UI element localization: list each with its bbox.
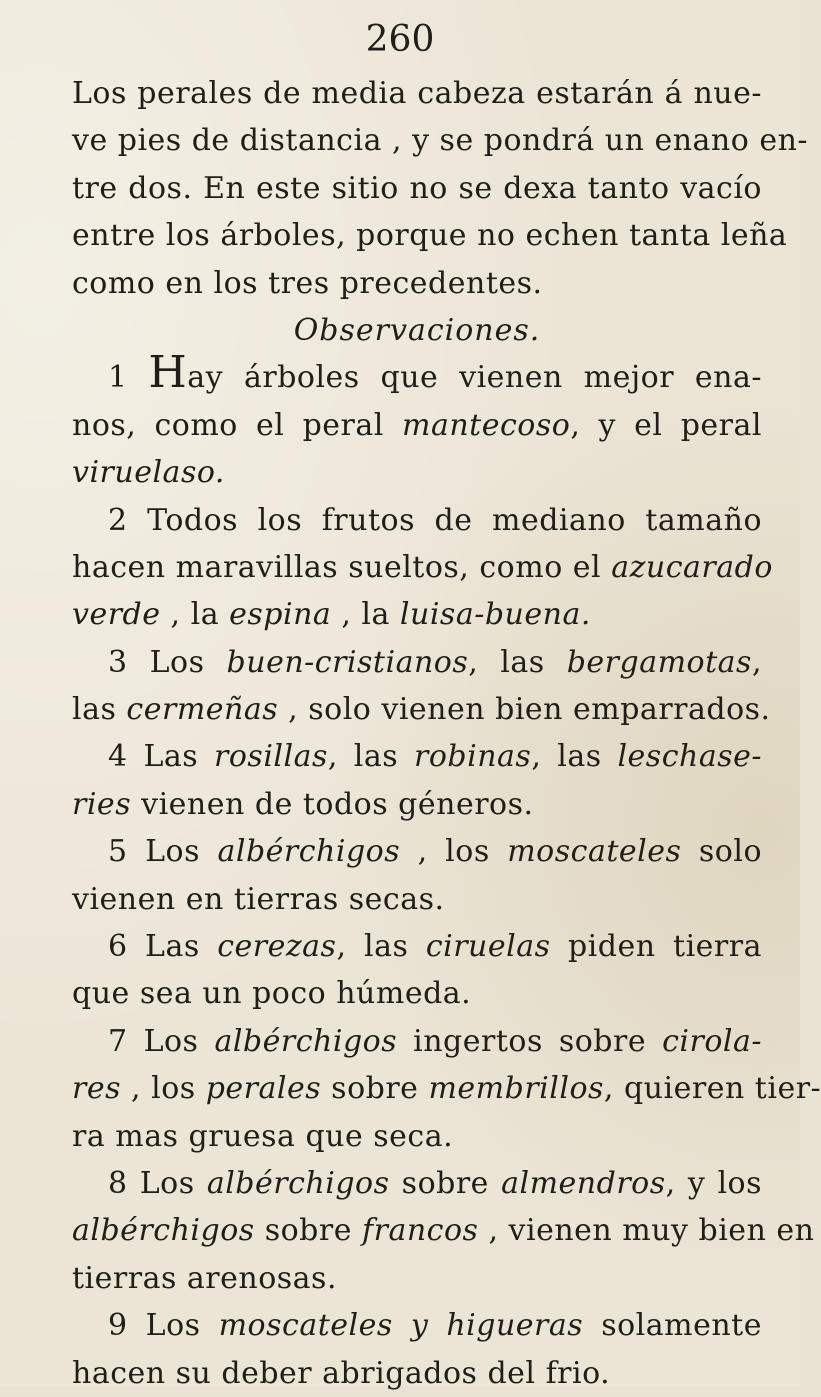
italic-term: cermeñas [126,692,279,728]
text-segment: , [751,644,762,680]
body-text [72,70,821,1397]
italic-term: albérchigos [214,1023,398,1059]
text-line [72,828,762,875]
italic-term: francos [362,1213,479,1249]
text-segment: Los perales de media cabeza estarán á nue- [72,76,762,111]
italic-term: ciruelas [425,929,551,965]
page-number: 260 [365,19,435,60]
text-line [72,1113,762,1160]
italic-term: viruelaso. [72,455,225,491]
italic-term: almendros [501,1165,666,1201]
text-segment: solamente [583,1308,762,1344]
text-segment: solo [681,834,763,870]
text-segment: sobre [321,1071,429,1107]
text-segment: , y los [665,1165,763,1201]
text-segment: ingertos sobre [397,1023,663,1059]
text-line [72,1207,815,1254]
text-segment: , vienen muy bien en [478,1213,815,1249]
text-segment: , quieren tier- [603,1071,821,1107]
text-line [72,212,788,259]
text-segment: , los [121,1071,206,1107]
text-line [72,165,762,212]
text-line [72,591,762,638]
text-segment: , la [160,597,230,633]
text-segment: sobre [389,1165,502,1201]
text-segment: 6 Las [108,929,218,965]
text-segment: 8 Los [108,1165,207,1201]
text-segment: nos, como el peral [72,407,403,443]
text-line [72,347,762,401]
italic-term: albérchigos [206,1165,390,1201]
text-segment: 2 Todos los frutos de mediano tamaño [108,502,762,538]
text-line [72,402,762,449]
text-segment: 9 Los [108,1308,219,1344]
text-segment: , las [327,739,415,775]
text-segment: piden tierra [550,929,762,965]
italic-term: albérchigos [72,1213,255,1249]
text-line [72,260,762,307]
text-segment: , la [331,597,400,633]
italic-term: cerezas [217,929,337,965]
text-line [72,1018,762,1065]
text-segment: hacen su deber abrigados del frio. [72,1355,611,1391]
text-line [72,970,762,1017]
text-segment: entre los árboles, porque no echen tanta leña [72,218,788,254]
italic-term: perales [205,1071,322,1107]
italic-term: moscateles [507,834,682,870]
text-segment: las [72,692,127,728]
text-line [72,876,762,923]
text-segment: hacen maravillas sueltos, como el [72,549,612,585]
text-line [72,639,762,686]
text-line [72,1160,762,1207]
text-segment: , las [468,644,567,680]
text-segment: , las [531,739,618,775]
italic-term: buen-cristianos [226,644,469,680]
text-line [72,497,762,544]
text-segment: tierras arenosas. [72,1260,337,1296]
italic-term: albérchigos [217,834,401,870]
italic-term: mantecoso [402,407,571,443]
italic-term: cirola- [662,1023,762,1059]
italic-term: membrillos [428,1071,604,1107]
text-segment: 3 Los [108,644,227,680]
text-segment: , los [400,834,508,870]
text-line [72,1255,762,1302]
text-segment: vienen de todos géneros. [131,786,534,822]
text-line [72,449,762,496]
text-segment: 5 Los [108,834,218,870]
text-segment: ve pies de distancia , y se pondrá un enano en- [72,123,809,159]
italic-term: Observaciones. [293,312,541,348]
text-segment: vienen en tierras secas. [72,881,445,917]
italic-term: leschase- [617,739,762,775]
text-line [72,70,762,117]
text-segment: 7 Los [108,1023,215,1059]
text-segment: tre dos. En este sitio no se dexa tanto vacío [72,170,762,206]
italic-term: bergamotas [566,644,752,680]
italic-term: res [72,1071,121,1107]
text-segment: ay árboles que vienen mejor ena- [187,360,762,396]
italic-term: ries [72,786,132,822]
italic-term: rosillas [214,739,328,775]
text-segment: , las [336,929,426,965]
italic-term: luisa-buena. [399,597,591,633]
italic-term: verde [72,597,161,633]
italic-term: espina [229,597,332,633]
text-segment: 4 Las [108,739,215,775]
text-line [72,117,809,164]
text-line [72,923,762,970]
text-line [72,544,773,591]
text-segment: que sea un poco húmeda. [72,976,472,1012]
text-segment: ra mas gruesa que seca. [72,1118,454,1154]
text-line [72,1350,762,1397]
text-line [72,686,771,733]
text-line [72,733,762,780]
text-segment: como en los tres precedentes. [72,265,543,301]
text-line [72,1302,762,1349]
italic-term: azucarado [611,549,773,585]
text-segment: 1 [108,360,149,396]
initial-letter: H [148,347,188,399]
text-line [72,1065,821,1112]
italic-term: moscateles y higueras [218,1308,584,1344]
text-segment: , solo vienen bien emparrados. [278,692,771,728]
text-line [72,781,762,828]
text-segment: , y el peral [570,407,762,443]
italic-term: robinas [414,739,532,775]
text-segment: sobre [254,1213,362,1249]
